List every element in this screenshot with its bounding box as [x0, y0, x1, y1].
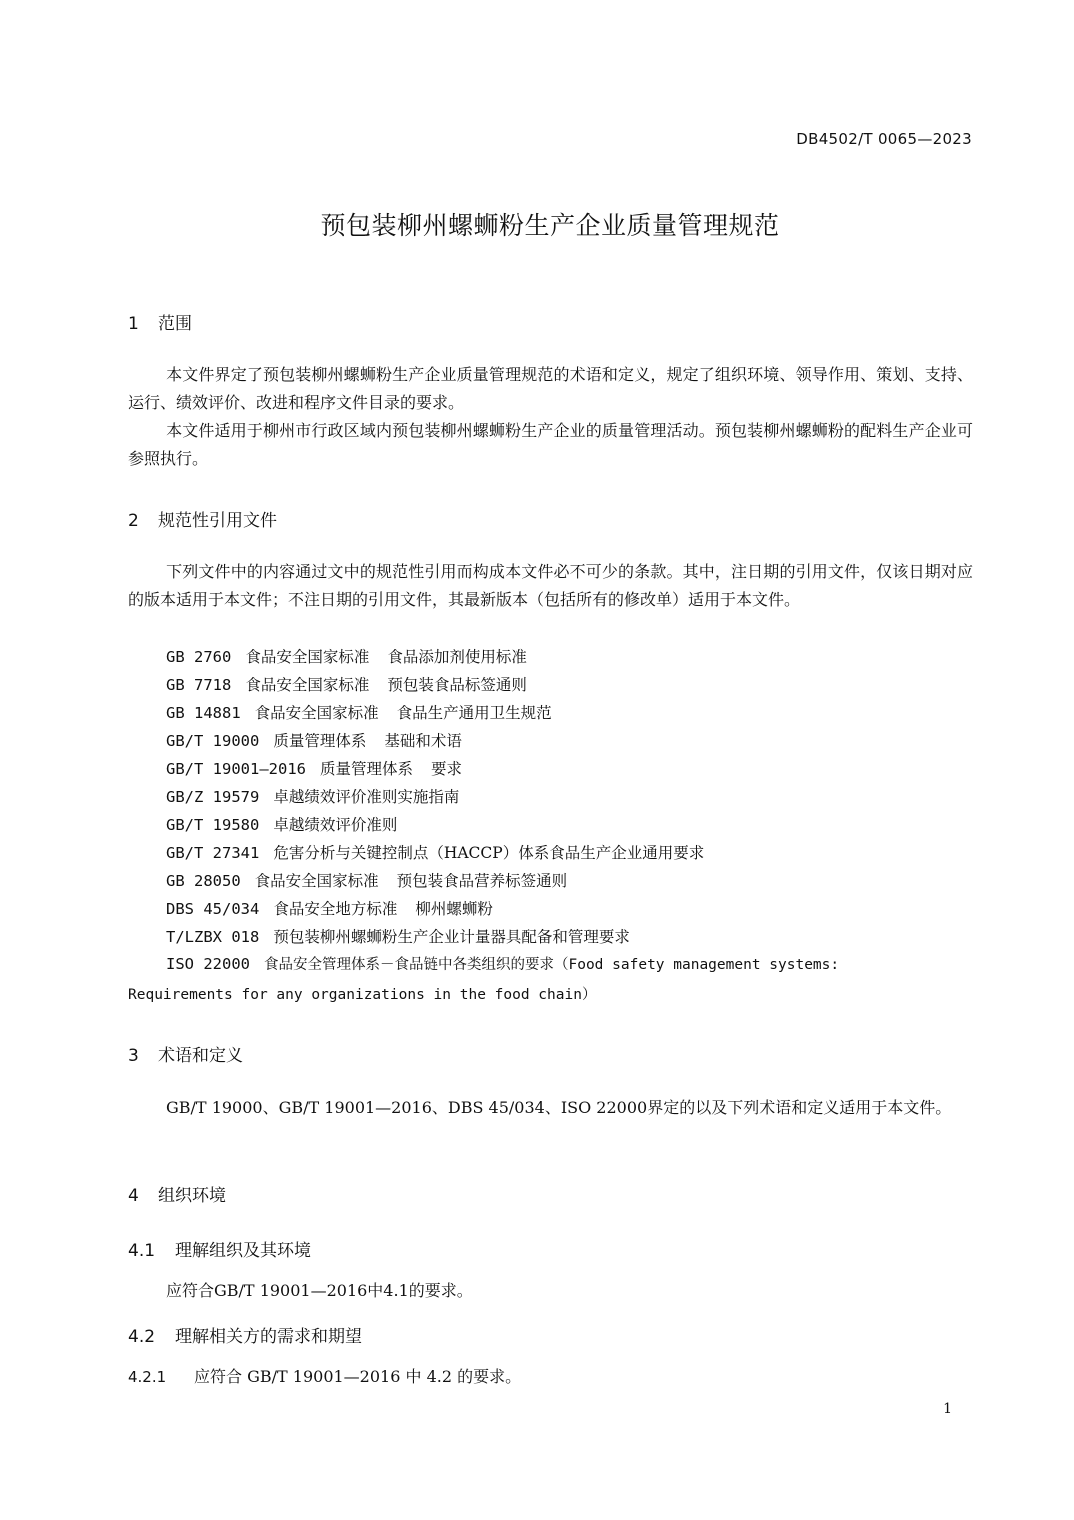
reference-item: GB/Z 19579 卓越绩效评价准则实施指南: [166, 788, 460, 806]
section-3-heading: [128, 1041, 243, 1066]
section-number: 4.1: [128, 1241, 156, 1261]
reference-item: T/LZBX 018 预包装柳州螺蛳粉生产企业计量器具配备和管理要求: [166, 928, 630, 946]
section-2-heading: [128, 506, 277, 531]
section-number: 2: [128, 511, 139, 531]
section-title: 规范性引用文件: [158, 511, 277, 531]
section-number: 3: [128, 1046, 139, 1066]
reference-item-iso: ISO 22000 食品安全管理体系－食品链中各类组织的要求（Food safety management systems:: [166, 955, 840, 973]
section-title: 理解组织及其环境: [175, 1241, 311, 1261]
section-1-heading: [128, 309, 192, 334]
reference-item-iso-continuation: Requirements for any organizations in the food chain）: [128, 987, 597, 1003]
reference-item: GB 7718 食品安全国家标准 预包装食品标签通则: [166, 676, 527, 694]
clause-text: 应符合 GB/T 19001—2016 中 4.2 的要求。: [194, 1367, 522, 1386]
section-title: 范围: [158, 314, 192, 334]
section-title: 术语和定义: [158, 1046, 243, 1066]
reference-item: GB 28050 食品安全国家标准 预包装食品营养标签通则: [166, 872, 568, 890]
section-number: 4.2: [128, 1327, 156, 1347]
reference-item: GB/T 19000 质量管理体系 基础和术语: [166, 732, 462, 750]
reference-item: GB 2760 食品安全国家标准 食品添加剂使用标准: [166, 648, 527, 666]
reference-item: DBS 45/034 食品安全地方标准 柳州螺蛳粉: [166, 900, 493, 918]
section-3-paragraph-1: GB/T 19000、GB/T 19001—2016、DBS 45/034、ISO 22000界定的以及下列术语和定义适用于本文件。: [166, 1098, 952, 1117]
reference-item: GB/T 27341 危害分析与关键控制点（HACCP）体系食品生产企业通用要求: [166, 844, 705, 862]
section-number: 1: [128, 314, 139, 334]
clause-number: 4.2.1: [128, 1368, 167, 1386]
section-4-1-text: 应符合GB/T 19001—2016中4.1的要求。: [166, 1281, 473, 1300]
section-4-2-heading: [128, 1322, 362, 1347]
section-4-2-1-text: [128, 1364, 521, 1387]
reference-item: GB/T 19001—2016 质量管理体系 要求: [166, 760, 463, 778]
section-title: 理解相关方的需求和期望: [175, 1327, 362, 1347]
section-4-1-heading: [128, 1236, 311, 1261]
document-number: DB4502/T 0065—2023: [796, 130, 972, 148]
section-1-paragraph-1: 本文件界定了预包装柳州螺蛳粉生产企业质量管理规范的术语和定义，规定了组织环境、领导作用、策划、支持、运行、绩效评价、改进和程序文件目录的要求。: [128, 365, 973, 412]
section-1-paragraph-2: 本文件适用于柳州市行政区域内预包装柳州螺蛳粉生产企业的质量管理活动。预包装柳州螺蛳粉的配料生产企业可参照执行。: [128, 421, 973, 468]
section-2-paragraph-1: 下列文件中的内容通过文中的规范性引用而构成本文件必不可少的条款。其中，注日期的引用文件，仅该日期对应的版本适用于本文件；不注日期的引用文件，其最新版本（包括所有的修改单）适用于本文件。: [128, 562, 973, 609]
section-title: 组织环境: [158, 1186, 226, 1206]
section-4-heading: [128, 1181, 226, 1206]
reference-item: GB 14881 食品安全国家标准 食品生产通用卫生规范: [166, 704, 552, 722]
page-number: 1: [943, 1401, 952, 1417]
reference-item: GB/T 19580 卓越绩效评价准则: [166, 816, 398, 834]
document-title: 预包装柳州螺蛳粉生产企业质量管理规范: [320, 211, 780, 240]
section-number: 4: [128, 1186, 139, 1206]
